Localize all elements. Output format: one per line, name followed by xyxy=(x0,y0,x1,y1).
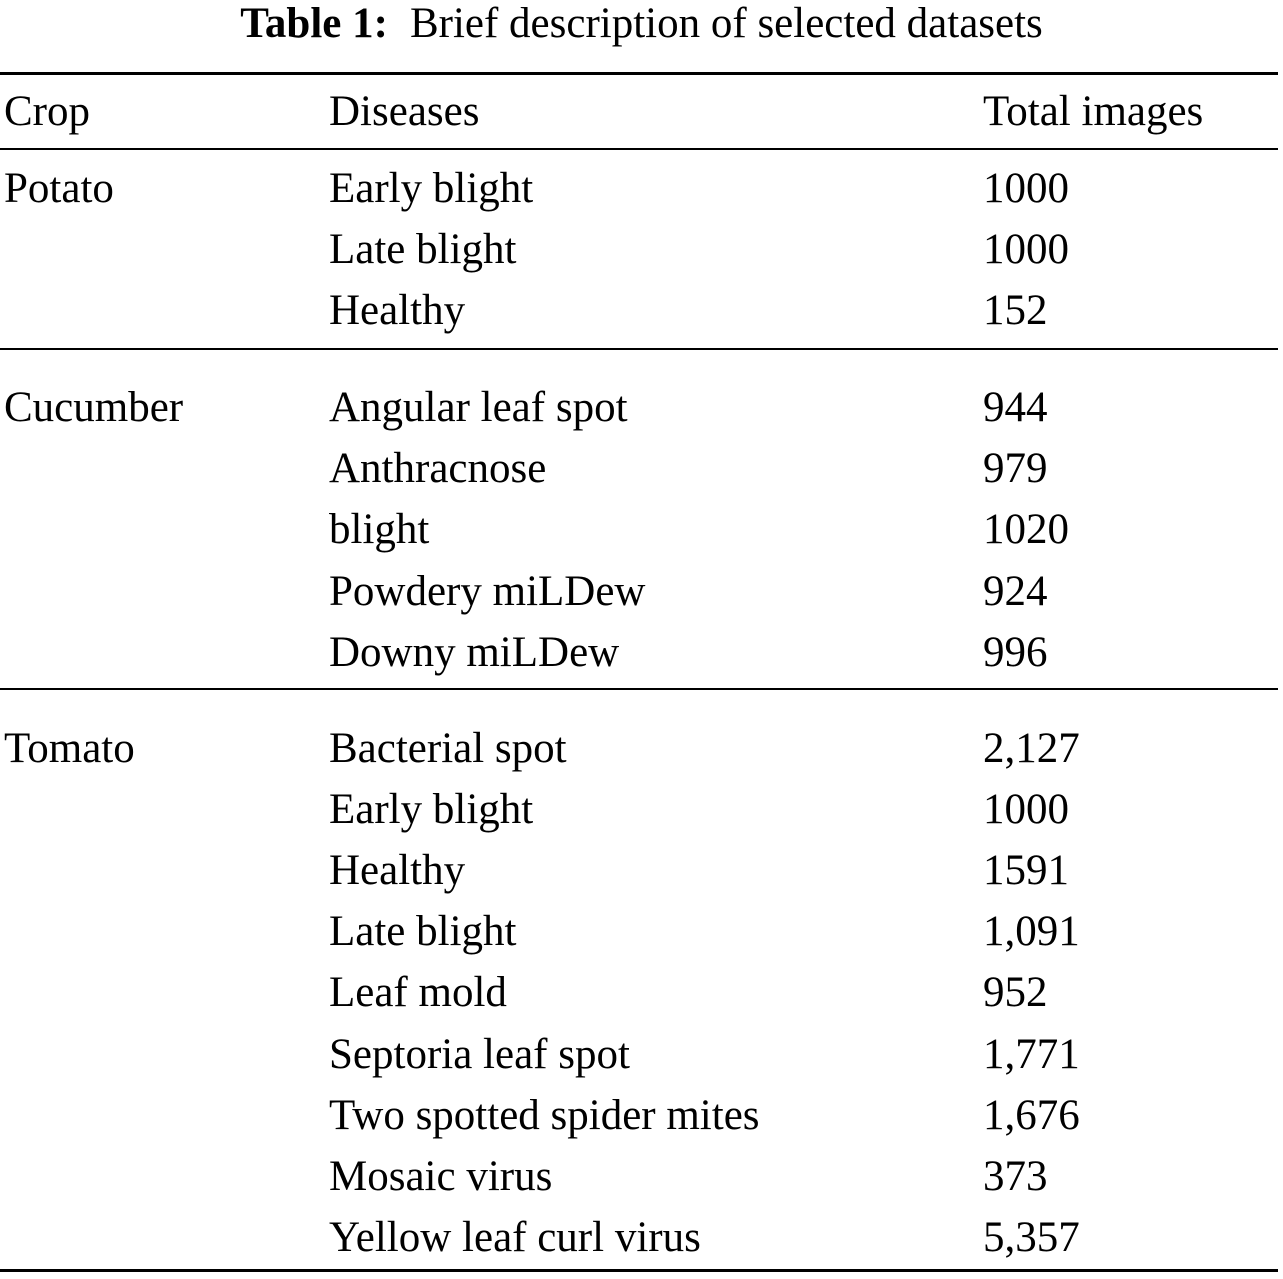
disease-cell: Late blight xyxy=(329,908,517,955)
header-crop: Crop xyxy=(4,88,90,135)
disease-cell: Healthy xyxy=(329,847,466,894)
disease-cell: Healthy xyxy=(329,287,466,334)
table-caption-label: Table 1: xyxy=(240,0,388,47)
total-cell: 944 xyxy=(983,384,1048,431)
total-cell: 1,091 xyxy=(983,908,1080,955)
header-total-images: Total images xyxy=(983,88,1204,135)
table-bottom-rule xyxy=(0,1269,1278,1272)
total-cell: 1,771 xyxy=(983,1031,1080,1078)
crop-tomato: Tomato xyxy=(4,725,135,772)
disease-cell: Mosaic virus xyxy=(329,1153,553,1200)
disease-cell: Septoria leaf spot xyxy=(329,1031,630,1078)
disease-cell: Two spotted spider mites xyxy=(329,1092,760,1139)
total-cell: 1000 xyxy=(983,165,1069,212)
disease-cell: Downy miLDew xyxy=(329,629,620,676)
disease-cell: Leaf mold xyxy=(329,969,507,1016)
disease-cell: Powdery miLDew xyxy=(329,568,646,615)
total-cell: 2,127 xyxy=(983,725,1080,772)
crop-cucumber: Cucumber xyxy=(4,384,184,431)
group-rule xyxy=(0,348,1278,350)
total-cell: 996 xyxy=(983,629,1048,676)
header-diseases: Diseases xyxy=(329,88,480,135)
group-rule xyxy=(0,688,1278,690)
disease-cell: blight xyxy=(329,506,430,553)
total-cell: 1591 xyxy=(983,847,1069,894)
total-cell: 1,676 xyxy=(983,1092,1080,1139)
disease-cell: Yellow leaf curl virus xyxy=(329,1214,701,1261)
total-cell: 979 xyxy=(983,445,1048,492)
table-caption xyxy=(0,0,1283,48)
total-cell: 1000 xyxy=(983,226,1069,273)
total-cell: 5,357 xyxy=(983,1214,1080,1261)
disease-cell: Bacterial spot xyxy=(329,725,567,772)
total-cell: 373 xyxy=(983,1153,1048,1200)
total-cell: 1000 xyxy=(983,786,1069,833)
total-cell: 924 xyxy=(983,568,1048,615)
table-top-rule xyxy=(0,72,1278,75)
disease-cell: Early blight xyxy=(329,165,534,212)
crop-potato: Potato xyxy=(4,165,114,212)
total-cell: 152 xyxy=(983,287,1048,334)
total-cell: 952 xyxy=(983,969,1048,1016)
disease-cell: Anthracnose xyxy=(329,445,547,492)
total-cell: 1020 xyxy=(983,506,1069,553)
disease-cell: Angular leaf spot xyxy=(329,384,628,431)
header-rule xyxy=(0,148,1278,150)
disease-cell: Late blight xyxy=(329,226,517,273)
disease-cell: Early blight xyxy=(329,786,534,833)
table-caption-text: Brief description of selected datasets xyxy=(409,0,1043,47)
